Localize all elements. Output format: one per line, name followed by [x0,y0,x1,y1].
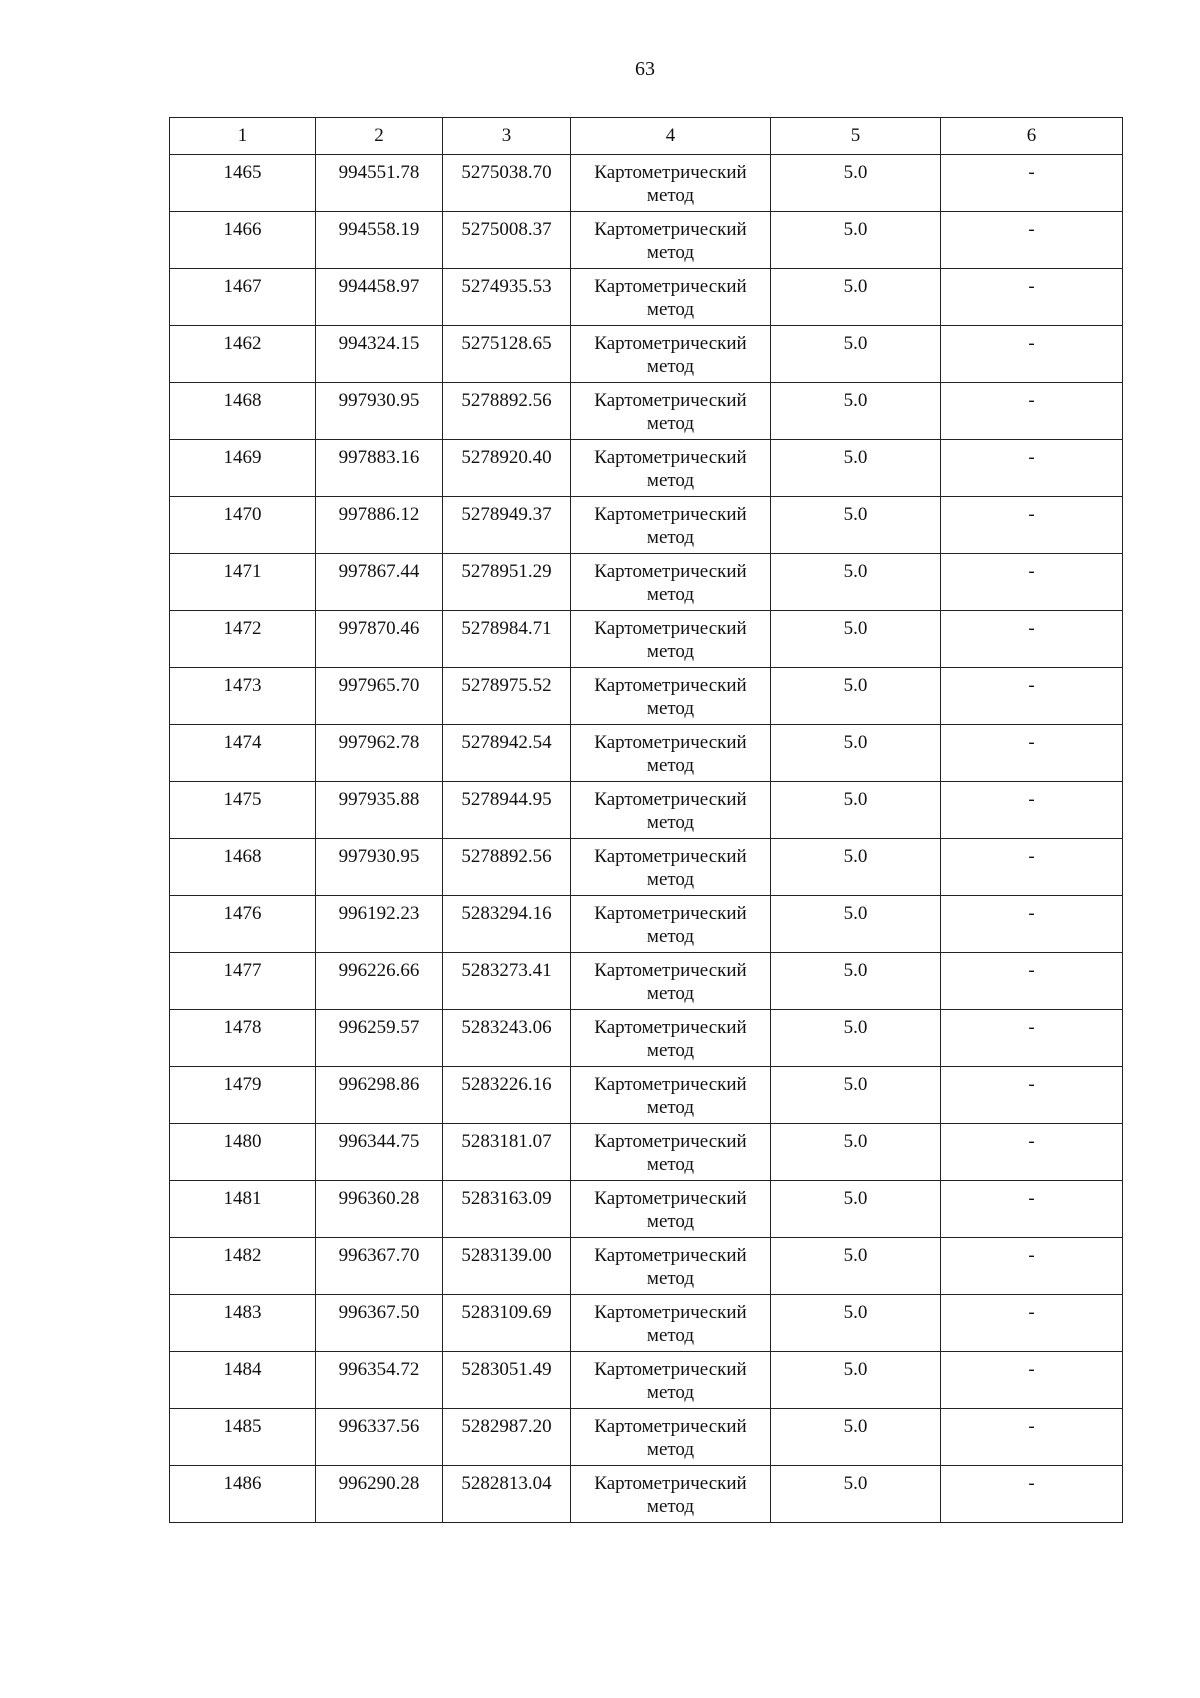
method-cell: Картометрический метод [571,1409,771,1466]
accuracy-cell: 5.0 [771,269,941,326]
accuracy-cell: 5.0 [771,1352,941,1409]
table-row [170,953,1123,1010]
point-number-cell: 1482 [170,1238,316,1295]
accuracy-cell: 5.0 [771,839,941,896]
x-coordinate-cell: 997935.88 [316,782,443,839]
table-row [170,1124,1123,1181]
x-coordinate-cell: 996344.75 [316,1124,443,1181]
x-coordinate-cell: 997930.95 [316,383,443,440]
method-cell: Картометрический метод [571,269,771,326]
table-row [170,1067,1123,1124]
note-cell: - [941,611,1123,668]
x-coordinate-cell: 996360.28 [316,1181,443,1238]
note-cell: - [941,953,1123,1010]
method-cell: Картометрический метод [571,1295,771,1352]
method-cell: Картометрический метод [571,1010,771,1067]
x-coordinate-cell: 996367.50 [316,1295,443,1352]
x-coordinate-cell: 994551.78 [316,155,443,212]
note-cell: - [941,1466,1123,1523]
point-number-cell: 1478 [170,1010,316,1067]
method-cell: Картометрический метод [571,1466,771,1523]
accuracy-cell: 5.0 [771,1181,941,1238]
accuracy-cell: 5.0 [771,611,941,668]
note-cell: - [941,326,1123,383]
note-cell: - [941,1067,1123,1124]
accuracy-cell: 5.0 [771,1295,941,1352]
note-cell: - [941,383,1123,440]
note-cell: - [941,1238,1123,1295]
method-cell: Картометрический метод [571,383,771,440]
accuracy-cell: 5.0 [771,668,941,725]
note-cell: - [941,725,1123,782]
accuracy-cell: 5.0 [771,554,941,611]
x-coordinate-cell: 996354.72 [316,1352,443,1409]
accuracy-cell: 5.0 [771,725,941,782]
method-cell: Картометрический метод [571,725,771,782]
method-cell: Картометрический метод [571,839,771,896]
accuracy-cell: 5.0 [771,212,941,269]
accuracy-cell: 5.0 [771,1466,941,1523]
y-coordinate-cell: 5275038.70 [443,155,571,212]
table-row [170,1238,1123,1295]
x-coordinate-cell: 994458.97 [316,269,443,326]
y-coordinate-cell: 5283163.09 [443,1181,571,1238]
y-coordinate-cell: 5283243.06 [443,1010,571,1067]
page-number: 63 [635,58,655,80]
point-number-cell: 1472 [170,611,316,668]
point-number-cell: 1471 [170,554,316,611]
y-coordinate-cell: 5283294.16 [443,896,571,953]
column-header-6: 6 [941,118,1123,155]
accuracy-cell: 5.0 [771,1010,941,1067]
x-coordinate-cell: 996226.66 [316,953,443,1010]
table-row [170,326,1123,383]
accuracy-cell: 5.0 [771,1067,941,1124]
y-coordinate-cell: 5283139.00 [443,1238,571,1295]
y-coordinate-cell: 5278975.52 [443,668,571,725]
table-row [170,1409,1123,1466]
point-number-cell: 1468 [170,383,316,440]
method-cell: Картометрический метод [571,1238,771,1295]
table-row [170,668,1123,725]
y-coordinate-cell: 5282813.04 [443,1466,571,1523]
y-coordinate-cell: 5278951.29 [443,554,571,611]
column-header-5: 5 [771,118,941,155]
method-cell: Картометрический метод [571,212,771,269]
table-row [170,896,1123,953]
note-cell: - [941,155,1123,212]
y-coordinate-cell: 5278942.54 [443,725,571,782]
accuracy-cell: 5.0 [771,383,941,440]
accuracy-cell: 5.0 [771,326,941,383]
accuracy-cell: 5.0 [771,1409,941,1466]
y-coordinate-cell: 5283226.16 [443,1067,571,1124]
y-coordinate-cell: 5275008.37 [443,212,571,269]
accuracy-cell: 5.0 [771,497,941,554]
point-number-cell: 1470 [170,497,316,554]
table-row [170,1010,1123,1067]
method-cell: Картометрический метод [571,326,771,383]
y-coordinate-cell: 5278944.95 [443,782,571,839]
note-cell: - [941,554,1123,611]
method-cell: Картометрический метод [571,155,771,212]
point-number-cell: 1466 [170,212,316,269]
method-cell: Картометрический метод [571,611,771,668]
y-coordinate-cell: 5275128.65 [443,326,571,383]
point-number-cell: 1476 [170,896,316,953]
method-cell: Картометрический метод [571,896,771,953]
note-cell: - [941,1352,1123,1409]
table-row [170,155,1123,212]
point-number-cell: 1475 [170,782,316,839]
point-number-cell: 1479 [170,1067,316,1124]
note-cell: - [941,1181,1123,1238]
y-coordinate-cell: 5283273.41 [443,953,571,1010]
note-cell: - [941,1409,1123,1466]
accuracy-cell: 5.0 [771,440,941,497]
column-header-2: 2 [316,118,443,155]
x-coordinate-cell: 997886.12 [316,497,443,554]
x-coordinate-cell: 994558.19 [316,212,443,269]
y-coordinate-cell: 5283051.49 [443,1352,571,1409]
point-number-cell: 1473 [170,668,316,725]
x-coordinate-cell: 997930.95 [316,839,443,896]
table-row [170,440,1123,497]
note-cell: - [941,440,1123,497]
method-cell: Картометрический метод [571,668,771,725]
column-header-3: 3 [443,118,571,155]
table-row [170,839,1123,896]
note-cell: - [941,269,1123,326]
point-number-cell: 1485 [170,1409,316,1466]
x-coordinate-cell: 997965.70 [316,668,443,725]
note-cell: - [941,839,1123,896]
y-coordinate-cell: 5283181.07 [443,1124,571,1181]
x-coordinate-cell: 997867.44 [316,554,443,611]
x-coordinate-cell: 996290.28 [316,1466,443,1523]
table-row [170,212,1123,269]
method-cell: Картометрический метод [571,1124,771,1181]
table-row [170,725,1123,782]
point-number-cell: 1480 [170,1124,316,1181]
accuracy-cell: 5.0 [771,896,941,953]
note-cell: - [941,1295,1123,1352]
note-cell: - [941,668,1123,725]
table-row [170,497,1123,554]
method-cell: Картометрический метод [571,554,771,611]
column-header-4: 4 [571,118,771,155]
x-coordinate-cell: 996337.56 [316,1409,443,1466]
y-coordinate-cell: 5278920.40 [443,440,571,497]
table-row [170,1181,1123,1238]
method-cell: Картометрический метод [571,782,771,839]
method-cell: Картометрический метод [571,1067,771,1124]
accuracy-cell: 5.0 [771,155,941,212]
note-cell: - [941,1010,1123,1067]
point-number-cell: 1474 [170,725,316,782]
method-cell: Картометрический метод [571,440,771,497]
method-cell: Картометрический метод [571,497,771,554]
x-coordinate-cell: 994324.15 [316,326,443,383]
point-number-cell: 1462 [170,326,316,383]
point-number-cell: 1481 [170,1181,316,1238]
accuracy-cell: 5.0 [771,1238,941,1295]
table-row [170,269,1123,326]
note-cell: - [941,782,1123,839]
table-row [170,782,1123,839]
x-coordinate-cell: 997883.16 [316,440,443,497]
y-coordinate-cell: 5278984.71 [443,611,571,668]
accuracy-cell: 5.0 [771,782,941,839]
x-coordinate-cell: 996298.86 [316,1067,443,1124]
table-row [170,611,1123,668]
method-cell: Картометрический метод [571,953,771,1010]
point-number-cell: 1468 [170,839,316,896]
point-number-cell: 1483 [170,1295,316,1352]
y-coordinate-cell: 5278892.56 [443,383,571,440]
y-coordinate-cell: 5278949.37 [443,497,571,554]
point-number-cell: 1486 [170,1466,316,1523]
accuracy-cell: 5.0 [771,1124,941,1181]
x-coordinate-cell: 996367.70 [316,1238,443,1295]
table-row [170,1466,1123,1523]
point-number-cell: 1469 [170,440,316,497]
table-body [170,155,1123,1523]
x-coordinate-cell: 997870.46 [316,611,443,668]
point-number-cell: 1477 [170,953,316,1010]
method-cell: Картометрический метод [571,1181,771,1238]
x-coordinate-cell: 996192.23 [316,896,443,953]
point-number-cell: 1465 [170,155,316,212]
x-coordinate-cell: 996259.57 [316,1010,443,1067]
note-cell: - [941,896,1123,953]
point-number-cell: 1467 [170,269,316,326]
accuracy-cell: 5.0 [771,953,941,1010]
method-cell: Картометрический метод [571,1352,771,1409]
table-row [170,383,1123,440]
note-cell: - [941,1124,1123,1181]
table-header-row [170,118,1123,155]
y-coordinate-cell: 5283109.69 [443,1295,571,1352]
x-coordinate-cell: 997962.78 [316,725,443,782]
note-cell: - [941,212,1123,269]
point-number-cell: 1484 [170,1352,316,1409]
table-row [170,554,1123,611]
y-coordinate-cell: 5282987.20 [443,1409,571,1466]
table-row [170,1352,1123,1409]
y-coordinate-cell: 5278892.56 [443,839,571,896]
coordinates-table [169,117,1123,1523]
table-row [170,1295,1123,1352]
y-coordinate-cell: 5274935.53 [443,269,571,326]
note-cell: - [941,497,1123,554]
column-header-1: 1 [170,118,316,155]
